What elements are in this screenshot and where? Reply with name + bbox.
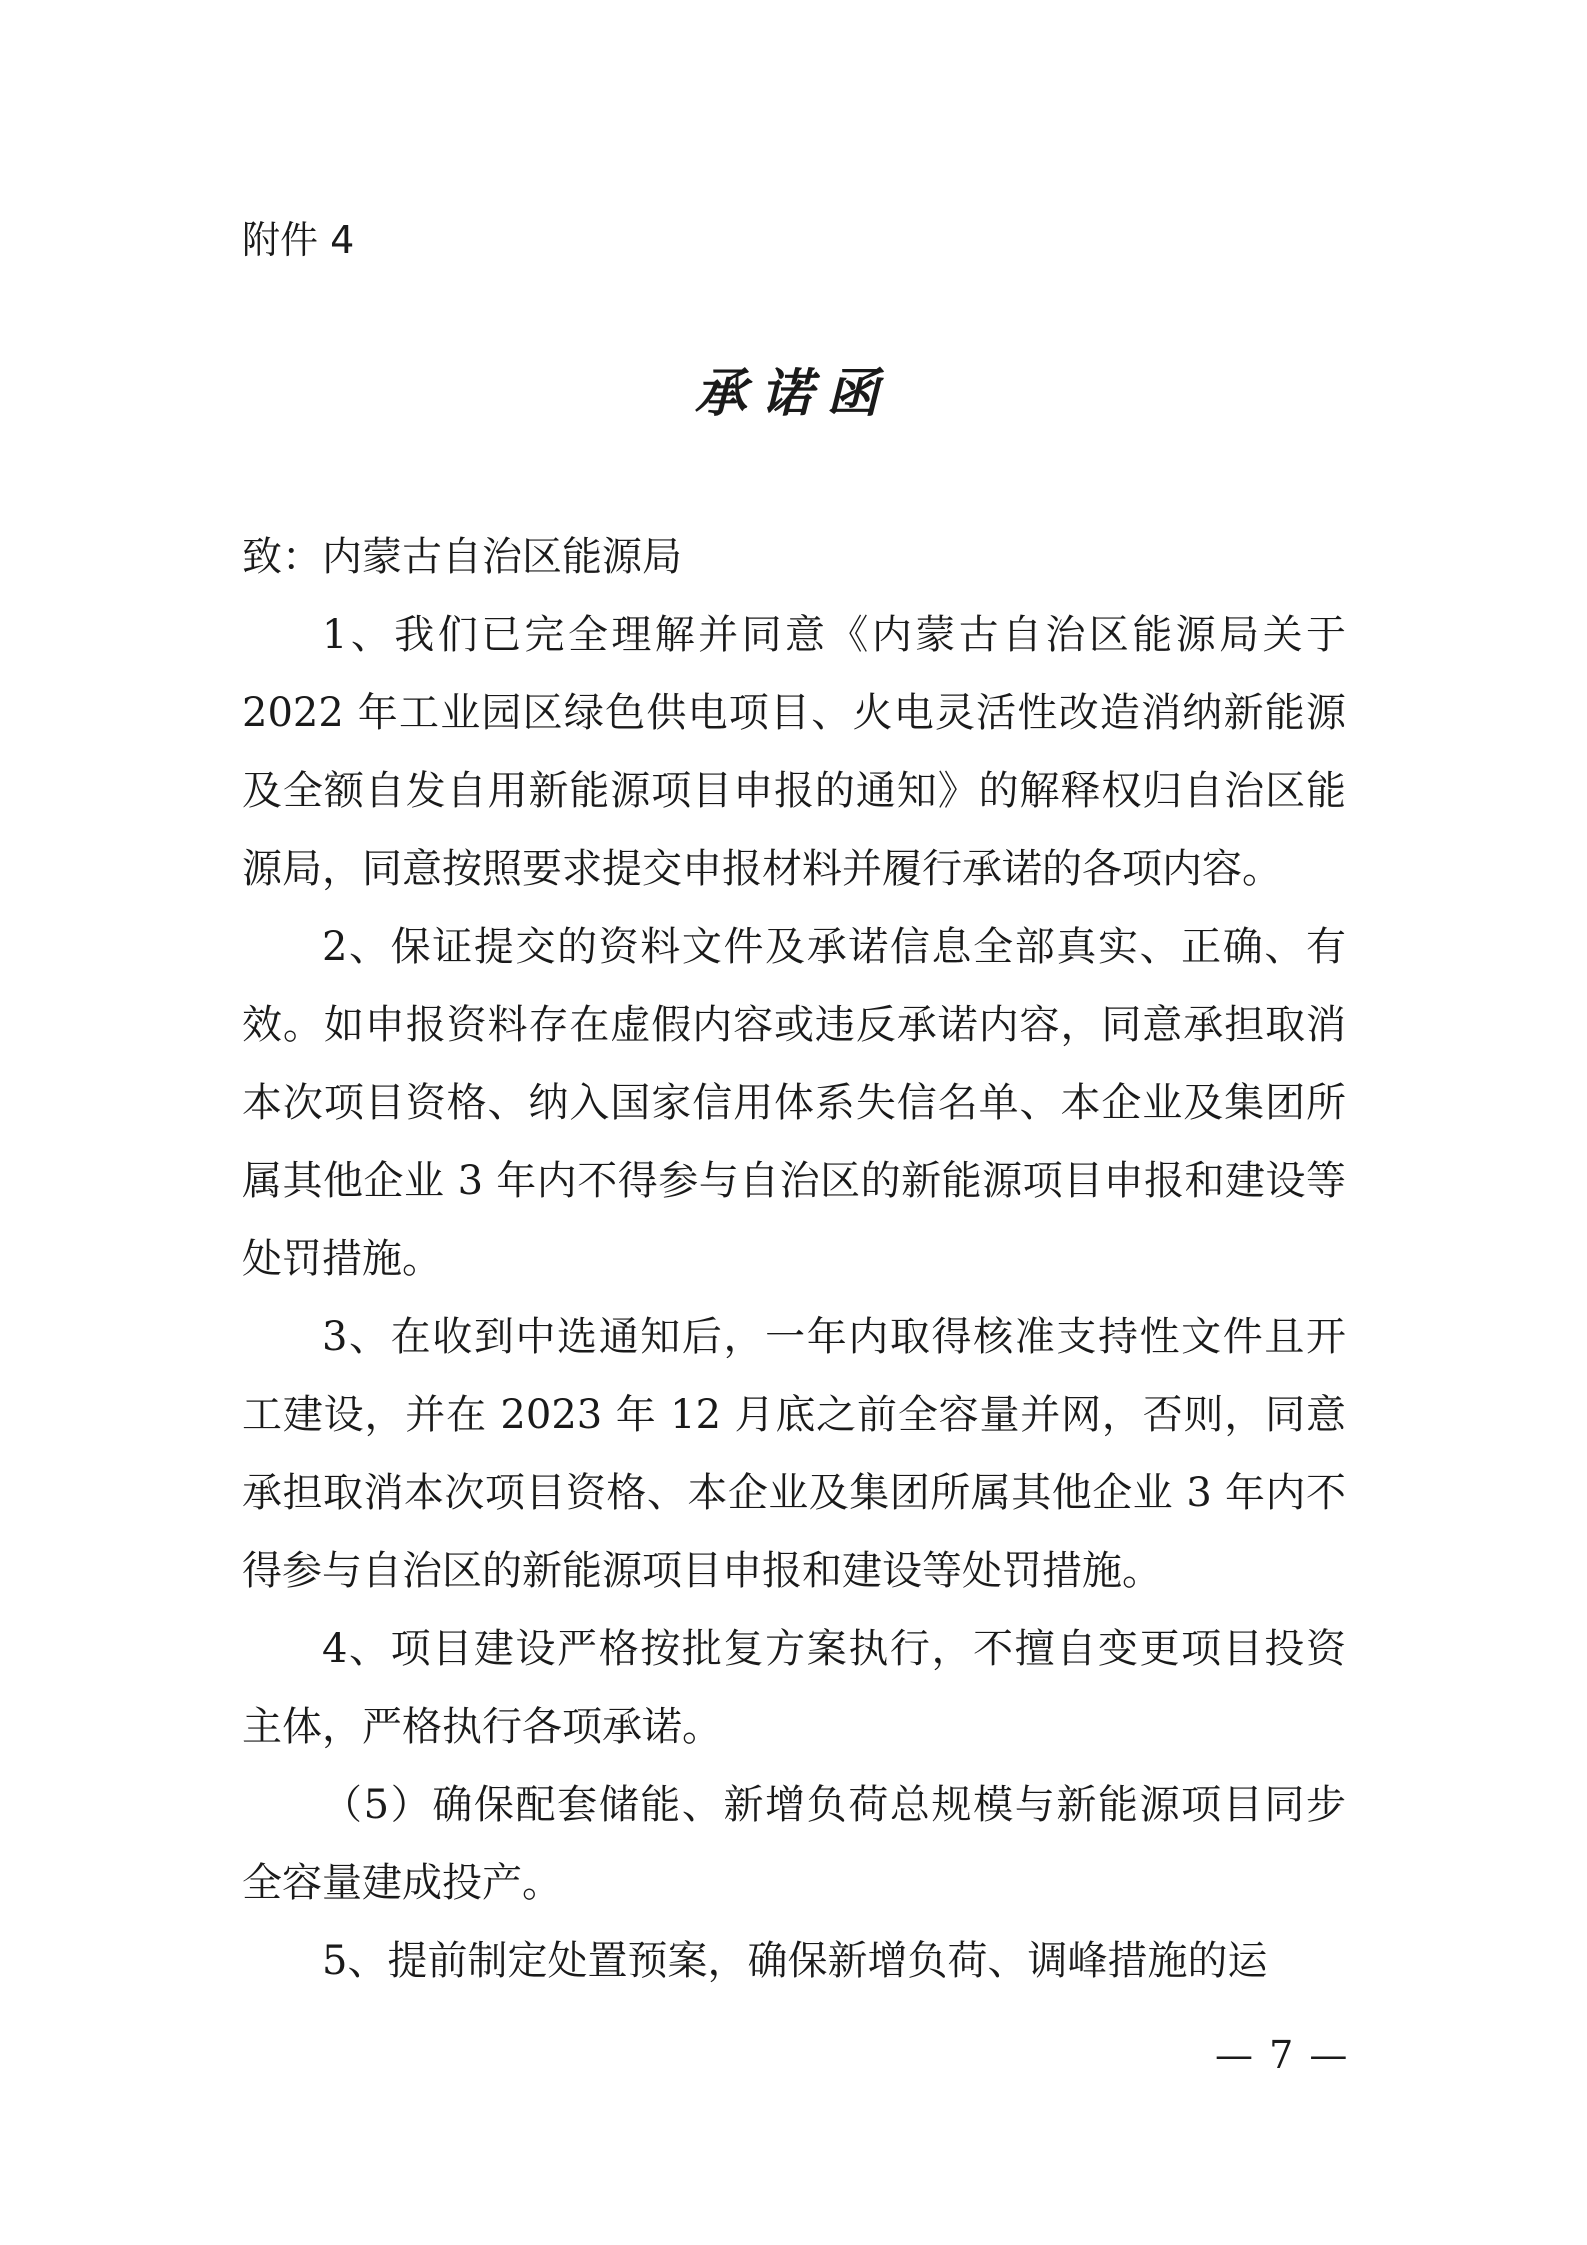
document-title: 承诺函 bbox=[694, 363, 893, 424]
paragraph-5: 5、提前制定处置预案，确保新增负荷、调峰措施的运 bbox=[322, 1938, 1268, 1984]
paragraph-3: 3、在收到中选通知后，一年内取得核准支持性文件且开工建设，并在 2023 年 12 月底之前全容量并网，否则，同意承担取消本次项目资格、本企业及集团所属其他企业 3 年内不得参与自治区的新能源项目申报和建设等处罚措施。 bbox=[242, 1314, 1346, 1594]
document-body bbox=[242, 518, 1346, 2000]
attachment-label: 附件 4 bbox=[242, 218, 355, 262]
salutation: 致：内蒙古自治区能源局 bbox=[242, 534, 682, 580]
paragraph-4-sub-5: （5）确保配套储能、新增负荷总规模与新能源项目同步全容量建成投产。 bbox=[242, 1782, 1346, 1906]
page-number: — 7 — bbox=[1215, 2033, 1350, 2077]
paragraph-2: 2、保证提交的资料文件及承诺信息全部真实、正确、有效。如申报资料存在虚假内容或违反承诺内容，同意承担取消本次项目资格、纳入国家信用体系失信名单、本企业及集团所属其他企业 3 年内不得参与自治区的新能源项目申报和建设等处罚措施。 bbox=[242, 924, 1346, 1282]
paragraph-1: 1、我们已完全理解并同意《内蒙古自治区能源局关于 2022 年工业园区绿色供电项目、火电灵活性改造消纳新能源及全额自发自用新能源项目申报的通知》的解释权归自治区能源局，同意按照要求提交申报材料并履行承诺的各项内容。 bbox=[242, 612, 1346, 892]
paragraph-4: 4、项目建设严格按批复方案执行，不擅自变更项目投资主体，严格执行各项承诺。 bbox=[242, 1626, 1346, 1750]
